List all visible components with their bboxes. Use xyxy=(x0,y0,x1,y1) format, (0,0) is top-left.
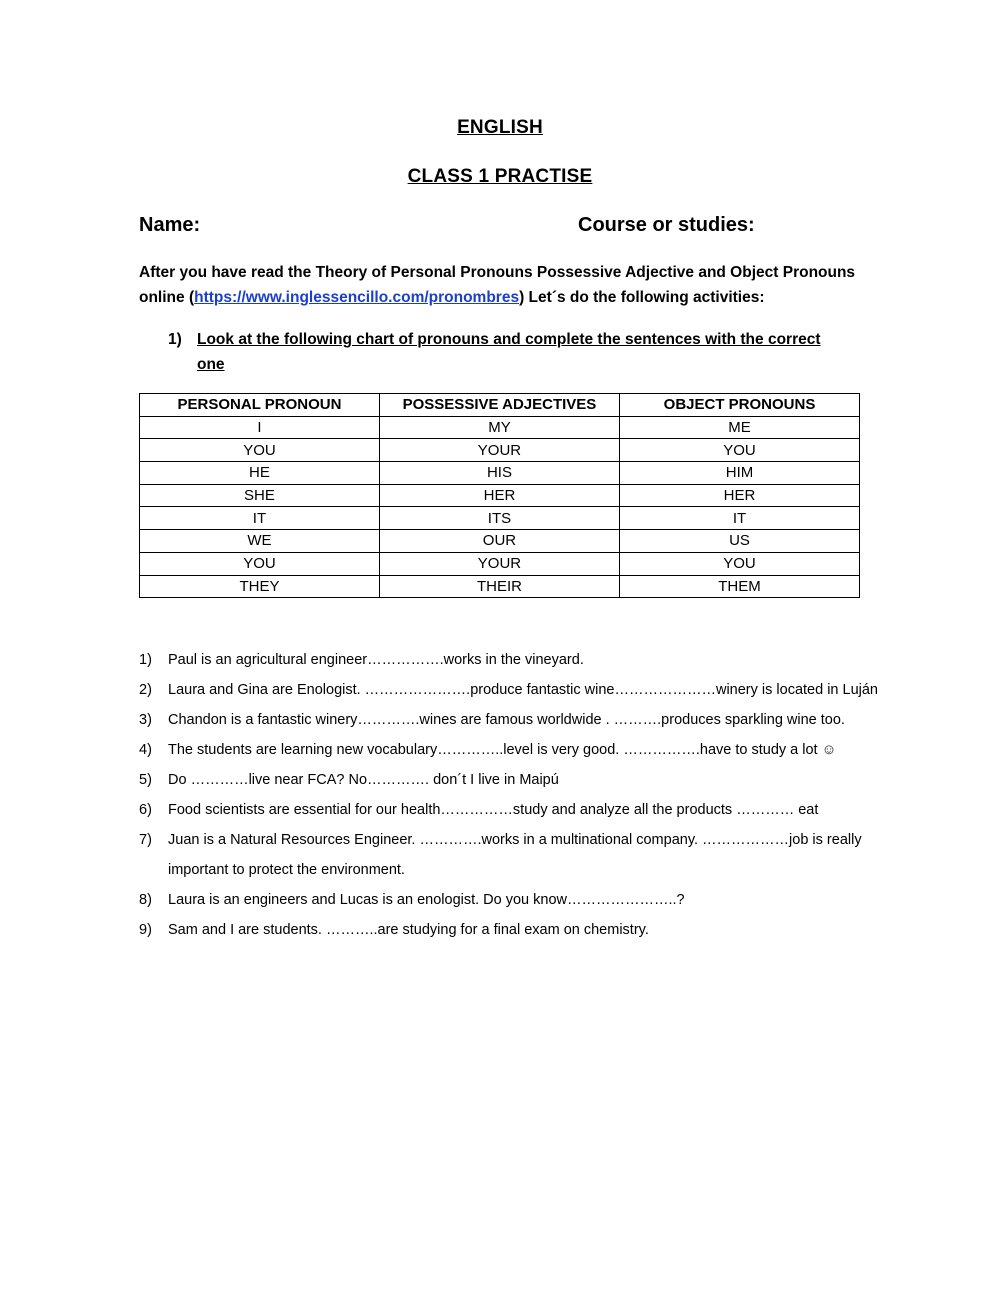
table-cell: HIS xyxy=(379,462,619,485)
table-row xyxy=(140,462,860,485)
exercise-item xyxy=(139,765,879,795)
table-cell: YOU xyxy=(620,439,860,462)
exercise-text: The students are learning new vocabulary…………..level is very good. …………….have to study a lot ☺ xyxy=(168,742,837,758)
table-row xyxy=(140,530,860,553)
table-row xyxy=(140,575,860,598)
intro-text-end: ) Let´s do the following activities: xyxy=(519,289,765,306)
exercise-number: 2) xyxy=(139,682,152,698)
theory-link[interactable]: https://www.inglessencillo.com/pronombres xyxy=(194,289,520,306)
table-row xyxy=(140,484,860,507)
table-cell: MY xyxy=(379,416,619,439)
exercise-item xyxy=(139,705,879,735)
pronoun-chart xyxy=(139,393,860,598)
table-cell: HER xyxy=(620,484,860,507)
exercise-text: Chandon is a fantastic winery………….wines are famous worldwide . ……….produces sparkling wine too. xyxy=(168,712,845,728)
table-header-row xyxy=(140,394,860,417)
table-cell: ME xyxy=(620,416,860,439)
table-cell: HE xyxy=(140,462,380,485)
exercise-item xyxy=(139,735,879,765)
table-cell: I xyxy=(140,416,380,439)
exercise-number: 4) xyxy=(139,742,152,758)
table-cell: IT xyxy=(620,507,860,530)
table-cell: THEIR xyxy=(379,575,619,598)
table-row xyxy=(140,416,860,439)
instruction xyxy=(168,327,848,377)
exercise-number: 3) xyxy=(139,712,152,728)
table-row xyxy=(140,439,860,462)
exercise-text: Laura is an engineers and Lucas is an enologist. Do you know…………………..? xyxy=(168,892,685,908)
exercise-number: 8) xyxy=(139,892,152,908)
header-object-pronouns: OBJECT PRONOUNS xyxy=(620,394,860,417)
exercise-number: 9) xyxy=(139,922,152,938)
table-cell: YOUR xyxy=(379,439,619,462)
intro-paragraph xyxy=(139,260,869,310)
exercise-text: Food scientists are essential for our health……………study and analyze all the products ………… eat xyxy=(168,802,819,818)
table-cell: YOUR xyxy=(379,552,619,575)
header-personal-pronoun: PERSONAL PRONOUN xyxy=(140,394,380,417)
table-cell: YOU xyxy=(140,552,380,575)
table-cell: OUR xyxy=(379,530,619,553)
exercise-item xyxy=(139,825,879,885)
table-cell: HIM xyxy=(620,462,860,485)
header-possessive-adjectives: POSSESSIVE ADJECTIVES xyxy=(379,394,619,417)
exercise-text: Sam and I are students. ………..are studying for a final exam on chemistry. xyxy=(168,922,649,938)
page-title: ENGLISH xyxy=(457,117,543,138)
exercise-item xyxy=(139,915,879,945)
instruction-text: Look at the following chart of pronouns and complete the sentences with the correct one xyxy=(197,331,821,373)
table-row xyxy=(140,552,860,575)
exercise-text: Juan is a Natural Resources Engineer. ………….works in a multinational company. ………………job is really important to protect the environment. xyxy=(168,832,862,878)
table-cell: WE xyxy=(140,530,380,553)
exercise-item xyxy=(139,675,879,705)
exercise-number: 7) xyxy=(139,832,152,848)
exercise-text: Paul is an agricultural engineer…………….works in the vineyard. xyxy=(168,652,584,668)
intro-text-start: After you have read the Theory of Personal Pronouns Possessive Adjective and Object Pronouns online ( xyxy=(139,264,856,306)
exercise-number: 1) xyxy=(139,652,152,668)
table-cell: YOU xyxy=(140,439,380,462)
table-row xyxy=(140,507,860,530)
exercise-item xyxy=(139,885,879,915)
table-cell: THEY xyxy=(140,575,380,598)
table-cell: SHE xyxy=(140,484,380,507)
name-label: Name: xyxy=(139,214,201,236)
page-subtitle: CLASS 1 PRACTISE xyxy=(407,166,593,187)
exercise-list xyxy=(139,645,879,945)
table-cell: YOU xyxy=(620,552,860,575)
exercise-text: Do …………live near FCA? No…………. don´t I live in Maipú xyxy=(168,772,559,788)
table-cell: IT xyxy=(140,507,380,530)
course-label: Course or studies: xyxy=(578,214,755,236)
table-cell: ITS xyxy=(379,507,619,530)
instruction-number: 1) xyxy=(168,331,182,348)
table-cell: US xyxy=(620,530,860,553)
exercise-item xyxy=(139,795,879,825)
exercise-text: Laura and Gina are Enologist. ………………….produce fantastic wine…………………winery is located in Luján xyxy=(168,682,878,698)
table-cell: THEM xyxy=(620,575,860,598)
table-cell: HER xyxy=(379,484,619,507)
exercise-number: 5) xyxy=(139,772,152,788)
exercise-number: 6) xyxy=(139,802,152,818)
exercise-item xyxy=(139,645,879,675)
